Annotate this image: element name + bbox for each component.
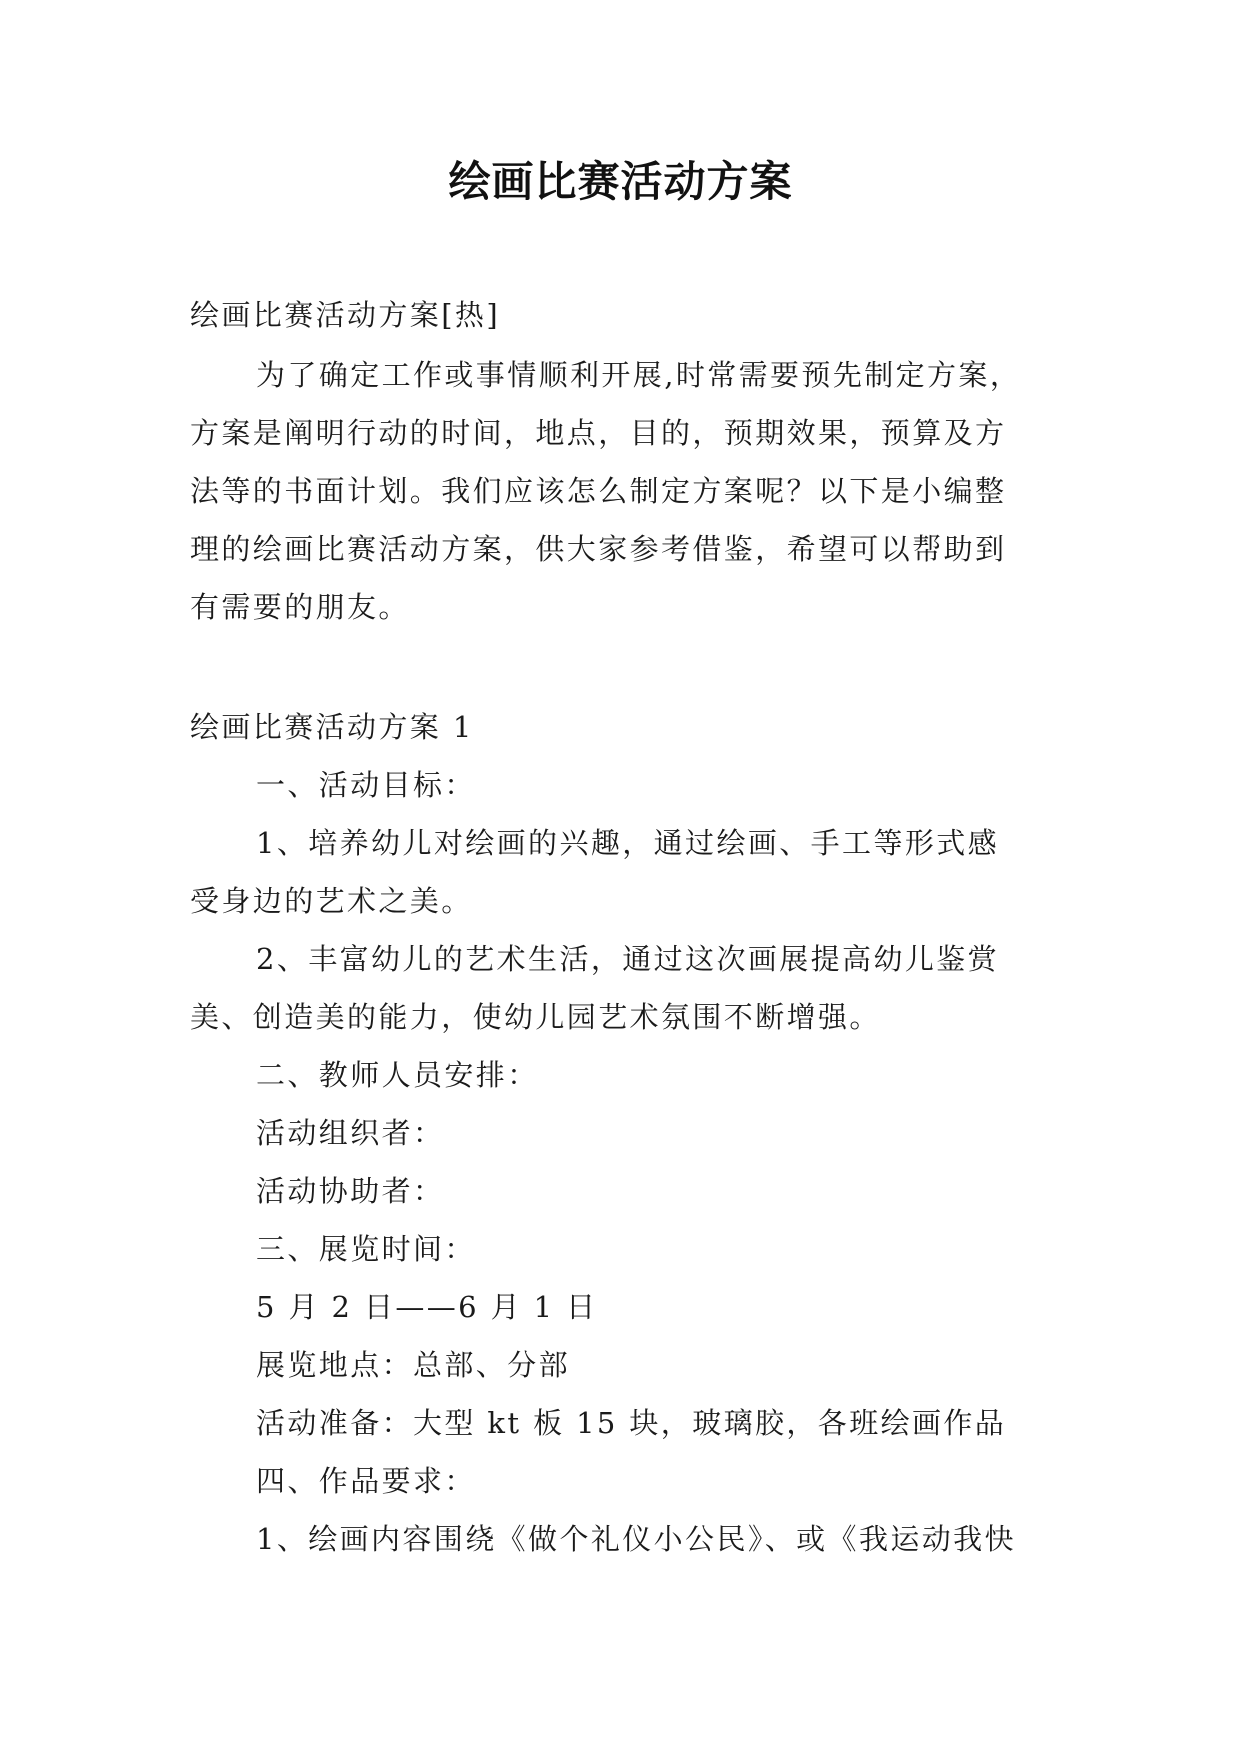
body-line: 二、教师人员安排： <box>256 1058 539 1092</box>
intro-line: 理的绘画比赛活动方案，供大家参考借鉴，希望可以帮助到 <box>190 532 1007 566</box>
intro-line: 有需要的朋友。 <box>190 590 410 624</box>
body-line: 1、绘画内容围绕《做个礼仪小公民》、或《我运动我快 <box>256 1522 1016 1556</box>
body-line: 展览地点：总部、分部 <box>256 1348 571 1382</box>
body-line: 受身边的艺术之美。 <box>190 884 473 918</box>
body-line: 三、展览时间： <box>256 1232 476 1266</box>
body-line: 活动协助者： <box>256 1174 445 1208</box>
body-line: 1、培养幼儿对绘画的兴趣，通过绘画、手工等形式感 <box>256 826 1000 860</box>
body-line: 5 月 2 日——6 月 1 日 <box>256 1290 598 1324</box>
intro-line: 法等的书面计划。我们应该怎么制定方案呢？以下是小编整 <box>190 474 1007 508</box>
intro-line: 方案是阐明行动的时间，地点，目的，预期效果，预算及方 <box>190 416 1007 450</box>
body-line: 2、丰富幼儿的艺术生活，通过这次画展提高幼儿鉴赏 <box>256 942 1000 976</box>
body-line: 活动准备：大型 kt 板 15 块，玻璃胶，各班绘画作品 <box>256 1406 1007 1440</box>
body-line: 四、作品要求： <box>256 1464 476 1498</box>
body-line: 美、创造美的能力，使幼儿园艺术氛围不断增强。 <box>190 1000 881 1034</box>
body-line: 活动组织者： <box>256 1116 445 1150</box>
document-title: 绘画比赛活动方案 <box>448 157 793 206</box>
body-line: 一、活动目标： <box>256 768 476 802</box>
intro-line: 为了确定工作或事情顺利开展,时常需要预先制定方案， <box>256 358 1022 392</box>
section-heading: 绘画比赛活动方案 1 <box>190 710 474 744</box>
document-subtitle: 绘画比赛活动方案[热] <box>190 298 501 332</box>
